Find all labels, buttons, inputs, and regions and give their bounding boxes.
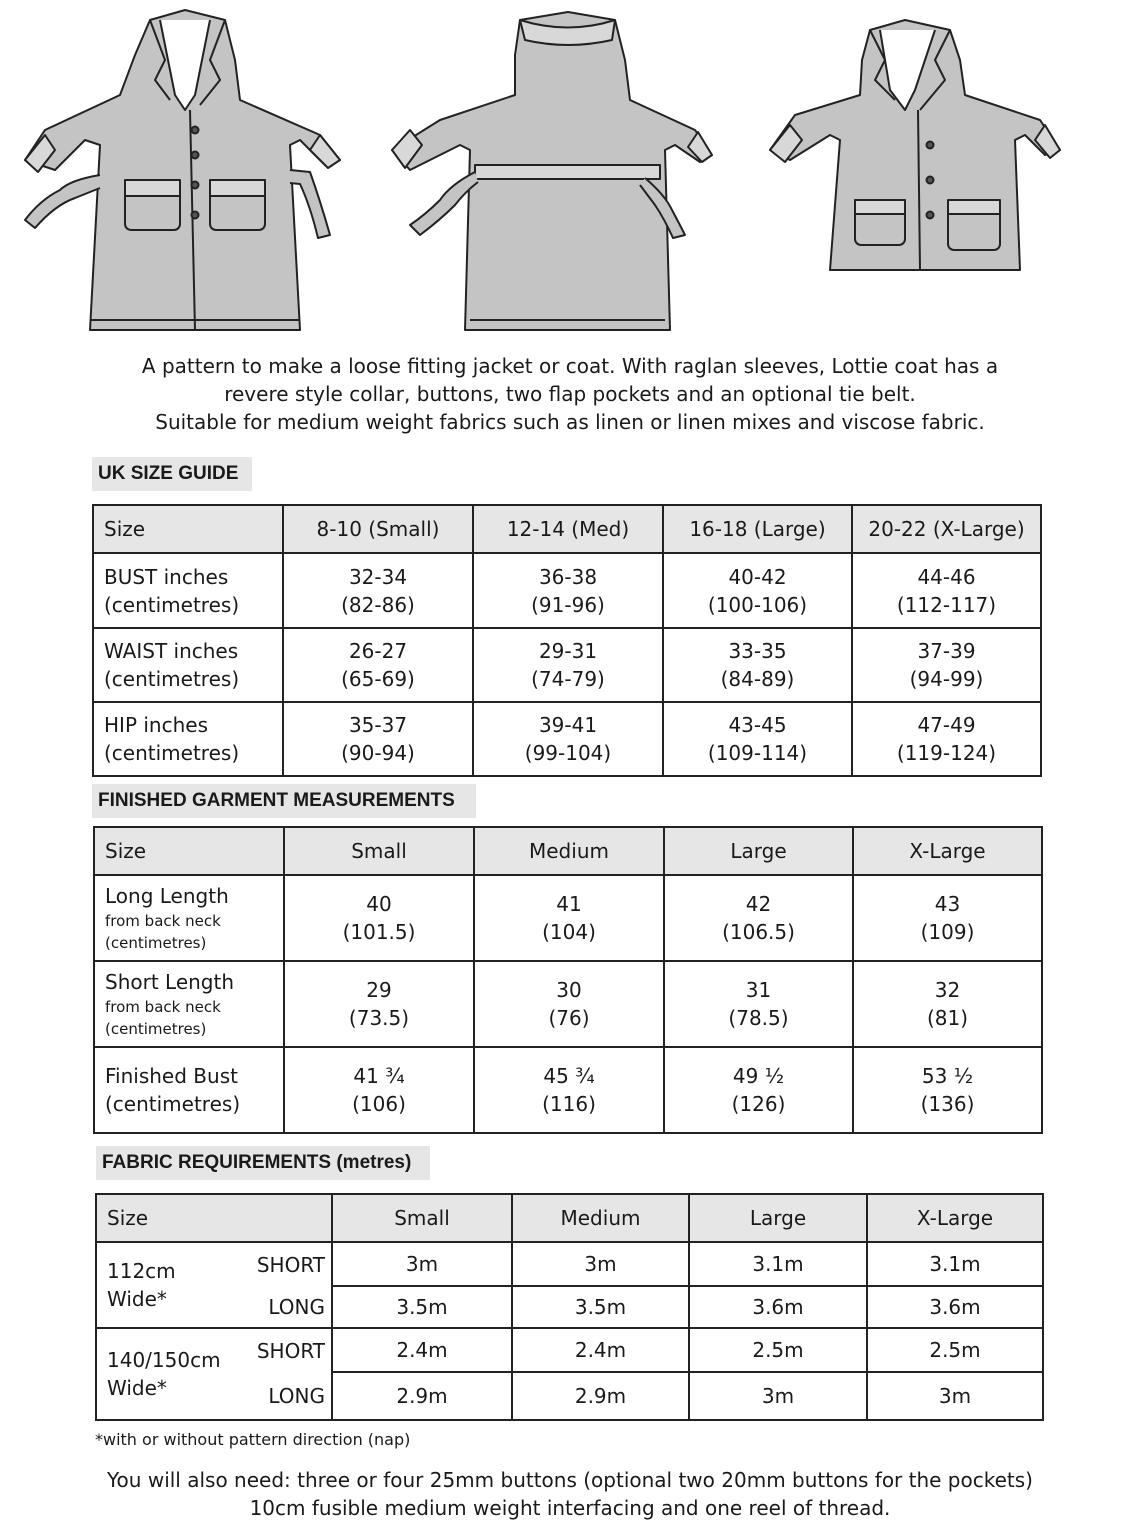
- pattern-description: [0, 352, 1140, 436]
- table-cell: 31 (78.5): [664, 961, 853, 1047]
- table-header-row: [93, 505, 1041, 553]
- table-row: [94, 1047, 1042, 1133]
- header-cell: Small: [284, 827, 474, 875]
- table-cell: 44-46 (112-117): [852, 553, 1041, 628]
- table-cell: 39-41 (99-104): [473, 702, 663, 776]
- table-cell: 43 (109): [853, 875, 1042, 961]
- header-cell: 12-14 (Med): [473, 505, 663, 553]
- table-row: [93, 553, 1041, 628]
- width-label: 140/150cm Wide*: [96, 1328, 231, 1420]
- row-type-label: SHORT: [231, 1242, 332, 1286]
- header-cell: 20-22 (X-Large): [852, 505, 1041, 553]
- back-long-coat-illustration: [392, 12, 712, 330]
- table-cell: 40-42 (100-106): [663, 553, 852, 628]
- table-row: [94, 875, 1042, 961]
- uk-size-guide-title: UK SIZE GUIDE: [92, 457, 252, 491]
- table-row: [93, 702, 1041, 776]
- table-cell: 53 ½ (136): [853, 1047, 1042, 1133]
- row-label: WAIST inches (centimetres): [93, 628, 283, 702]
- table-cell: 29 (73.5): [284, 961, 474, 1047]
- uk-size-guide-table: [92, 504, 1042, 777]
- table-cell: 2.5m: [689, 1328, 867, 1372]
- header-cell: 16-18 (Large): [663, 505, 852, 553]
- header-cell: Large: [664, 827, 853, 875]
- header-cell: Size: [94, 827, 284, 875]
- table-cell: 2.4m: [332, 1328, 512, 1372]
- row-label: Finished Bust (centimetres): [94, 1047, 284, 1133]
- table-cell: 43-45 (109-114): [663, 702, 852, 776]
- header-cell: Medium: [512, 1194, 689, 1242]
- table-cell: 3.6m: [867, 1286, 1043, 1328]
- front-short-jacket-illustration: [770, 20, 1060, 270]
- table-cell: 3.5m: [512, 1286, 689, 1328]
- table-cell: 3m: [689, 1372, 867, 1420]
- table-row: [96, 1242, 1043, 1286]
- table-cell: 3.5m: [332, 1286, 512, 1328]
- row-label: Short Length from back neck (centimetres): [94, 961, 284, 1047]
- table-cell: 32 (81): [853, 961, 1042, 1047]
- table-cell: 37-39 (94-99): [852, 628, 1041, 702]
- finished-garment-table: [93, 826, 1043, 1134]
- table-cell: 33-35 (84-89): [663, 628, 852, 702]
- table-cell: 3m: [867, 1372, 1043, 1420]
- additional-requirements: [0, 1466, 1140, 1522]
- table-cell: 30 (76): [474, 961, 664, 1047]
- table-row: [96, 1286, 1043, 1328]
- header-cell: Large: [689, 1194, 867, 1242]
- table-row: [93, 628, 1041, 702]
- table-cell: 3.1m: [867, 1242, 1043, 1286]
- table-cell: 3m: [332, 1242, 512, 1286]
- header-cell: Small: [332, 1194, 512, 1242]
- finished-garment-title: FINISHED GARMENT MEASUREMENTS: [92, 784, 476, 818]
- width-label: 112cm Wide*: [96, 1242, 231, 1328]
- table-header-row: [94, 827, 1042, 875]
- header-cell: Size: [93, 505, 283, 553]
- table-cell: 3.1m: [689, 1242, 867, 1286]
- table-cell: 29-31 (74-79): [473, 628, 663, 702]
- description-line-3: Suitable for medium weight fabrics such as linen or linen mixes and viscose fabric.: [155, 410, 985, 434]
- row-label: Long Length from back neck (centimetres): [94, 875, 284, 961]
- table-cell: 3.6m: [689, 1286, 867, 1328]
- table-cell: 42 (106.5): [664, 875, 853, 961]
- table-cell: 40 (101.5): [284, 875, 474, 961]
- table-cell: 2.9m: [332, 1372, 512, 1420]
- table-cell: 49 ½ (126): [664, 1047, 853, 1133]
- coat-illustrations: [0, 0, 1140, 345]
- row-label: HIP inches (centimetres): [93, 702, 283, 776]
- table-cell: 45 ¾ (116): [474, 1047, 664, 1133]
- table-cell: 41 (104): [474, 875, 664, 961]
- table-cell: 41 ¾ (106): [284, 1047, 474, 1133]
- fabric-requirements-table: [95, 1193, 1044, 1421]
- description-line-2: revere style collar, buttons, two flap pockets and an optional tie belt.: [224, 382, 916, 406]
- table-cell: 26-27 (65-69): [283, 628, 473, 702]
- row-label: BUST inches (centimetres): [93, 553, 283, 628]
- table-header-row: [96, 1194, 1043, 1242]
- header-cell: X-Large: [867, 1194, 1043, 1242]
- table-row: [94, 961, 1042, 1047]
- header-cell: Medium: [474, 827, 664, 875]
- table-row: [96, 1372, 1043, 1420]
- table-cell: 2.4m: [512, 1328, 689, 1372]
- table-cell: 3m: [512, 1242, 689, 1286]
- front-long-coat-illustration: [25, 10, 340, 330]
- table-cell: 32-34 (82-86): [283, 553, 473, 628]
- footer-line-2: 10cm fusible medium weight interfacing and one reel of thread.: [249, 1496, 891, 1520]
- table-cell: 47-49 (119-124): [852, 702, 1041, 776]
- description-line-1: A pattern to make a loose fitting jacket or coat. With raglan sleeves, Lottie coat has a: [141, 354, 999, 378]
- header-cell: 8-10 (Small): [283, 505, 473, 553]
- table-cell: 36-38 (91-96): [473, 553, 663, 628]
- row-type-label: LONG: [231, 1372, 332, 1420]
- fabric-requirements-title: FABRIC REQUIREMENTS (metres): [96, 1146, 430, 1180]
- fabric-footnote: *with or without pattern direction (nap): [95, 1430, 411, 1449]
- footer-line-1: You will also need: three or four 25mm buttons (optional two 20mm buttons for the pockets): [107, 1468, 1033, 1492]
- table-cell: 35-37 (90-94): [283, 702, 473, 776]
- table-row: [96, 1328, 1043, 1372]
- header-cell: X-Large: [853, 827, 1042, 875]
- row-type-label: LONG: [231, 1286, 332, 1328]
- row-type-label: SHORT: [231, 1328, 332, 1372]
- table-cell: 2.5m: [867, 1328, 1043, 1372]
- header-cell: Size: [96, 1194, 332, 1242]
- table-cell: 2.9m: [512, 1372, 689, 1420]
